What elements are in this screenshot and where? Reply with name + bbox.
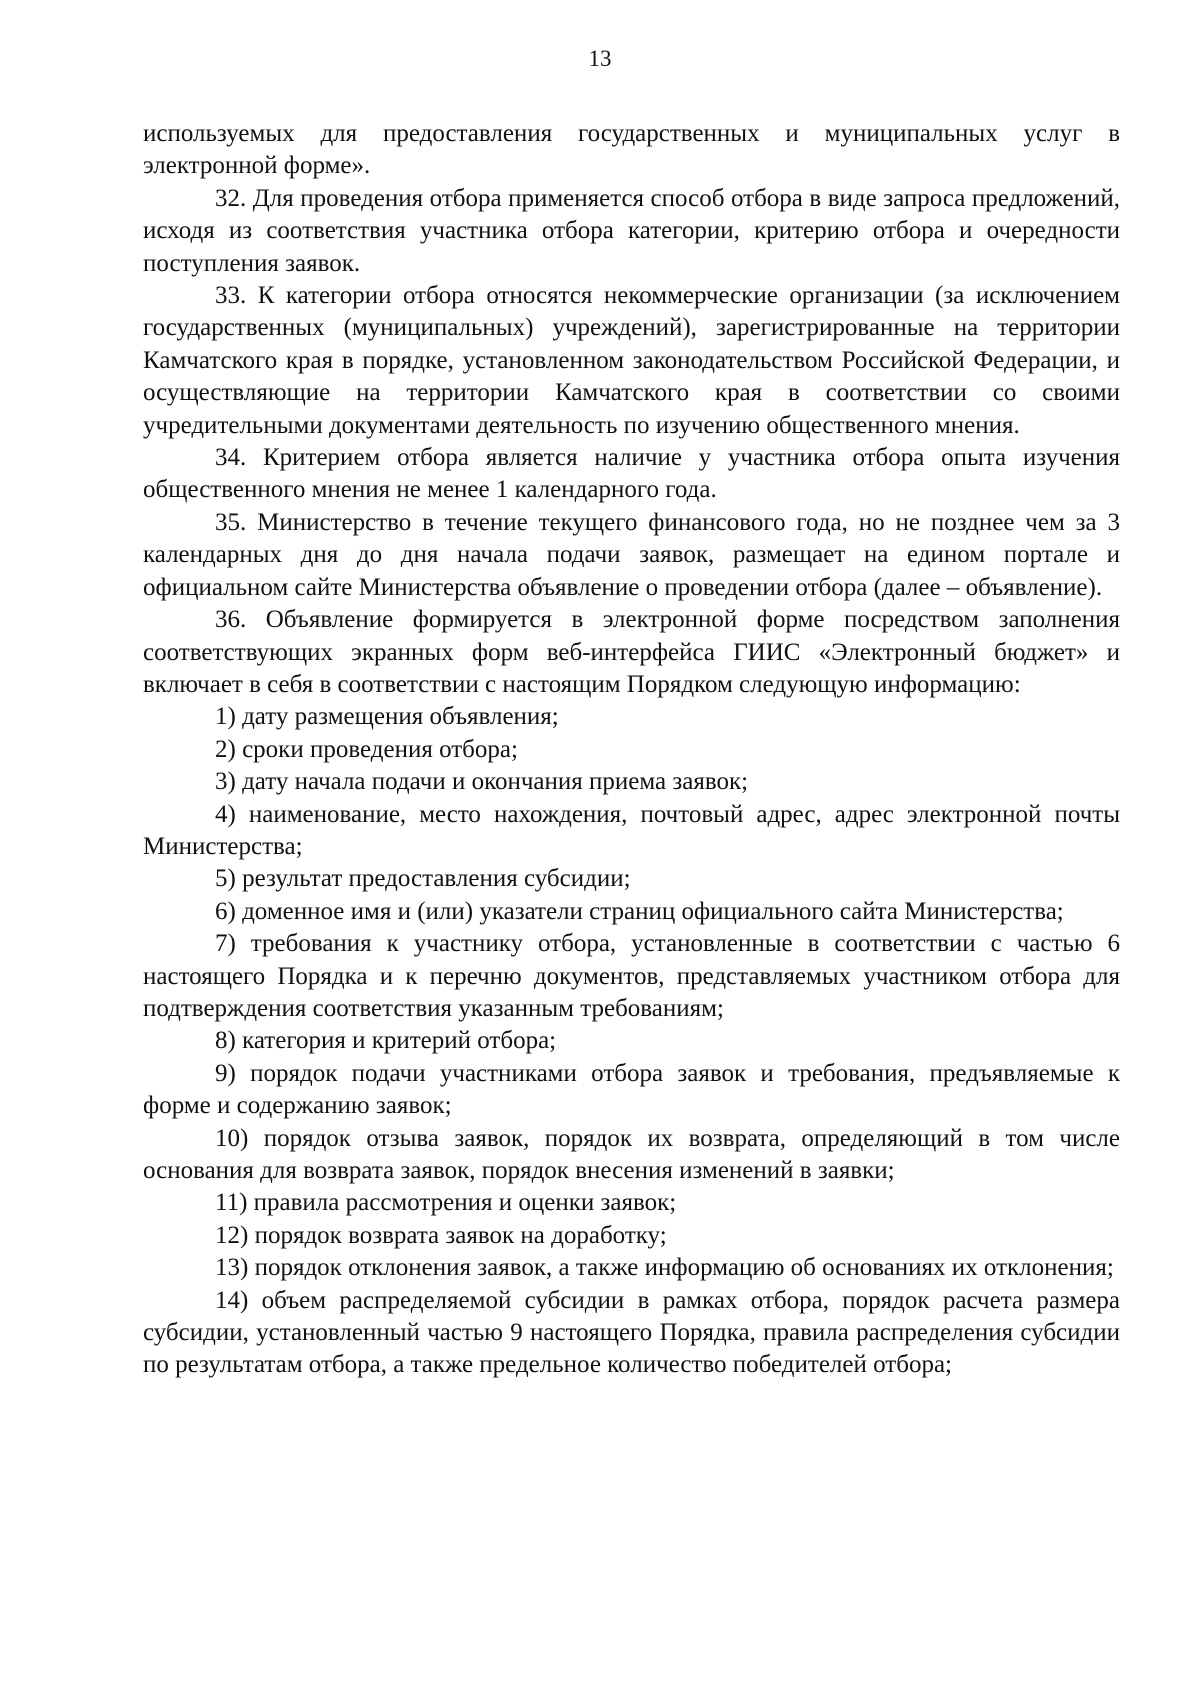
- paragraph-35: 35. Министерство в течение текущего финансового года, но не позднее чем за 3 календарных дня до дня начала подачи заявок, размещает на едином портале и официальном сайте Министерства объявление о проведении отбора (далее – объявление).: [143, 508, 1120, 601]
- list-item-13: 13) порядок отклонения заявок, а также информацию об основаниях их отклонения;: [215, 1254, 1114, 1282]
- list-item-12: 12) порядок возврата заявок на доработку;: [215, 1221, 667, 1249]
- list-item-9: 9) порядок подачи участниками отбора заявок и требования, предъявляемые к форме и содержанию заявок;: [143, 1059, 1120, 1120]
- list-item-1: 1) дату размещения объявления;: [215, 703, 559, 731]
- paragraph-32: 32. Для проведения отбора применяется способ отбора в виде запроса предложений, исходя из соответствия участника отбора категории, критерию отбора и очередности поступления заявок.: [143, 184, 1120, 277]
- paragraph-33: 33. К категории отбора относятся некоммерческие организации (за исключением государственных (муниципальных) учреждений), зарегистрированные на территории Камчатского края в порядке, установленном законодательством Российской Федерации, и осуществляющие на территории Камчатского края в соответствии со своими учредительными документами деятельность по изучению общественного мнения.: [143, 282, 1120, 439]
- list-item-4: 4) наименование, место нахождения, почтовый адрес, адрес электронной почты Министерства;: [143, 800, 1120, 860]
- paragraph-36: 36. Объявление формируется в электронной форме посредством заполнения соответствующих экранных форм веб-интерфейса ГИИС «Электронный бюджет» и включает в себя в соответствии с настоящим Порядком следующую информацию:: [143, 606, 1120, 698]
- list-item-11: 11) правила рассмотрения и оценки заявок;: [215, 1189, 677, 1217]
- list-item-5: 5) результат предоставления субсидии;: [215, 865, 631, 893]
- page-number: 13: [588, 46, 612, 71]
- list-item-3: 3) дату начала подачи и окончания приема заявок;: [215, 768, 749, 796]
- paragraph-continuation: используемых для предоставления государственных и муниципальных услуг в электронной форме».: [143, 120, 1120, 180]
- document-body: [143, 118, 1120, 1382]
- paragraph-34: 34. Критерием отбора является наличие у участника отбора опыта изучения общественного мнения не менее 1 календарного года.: [143, 444, 1120, 504]
- list-item-7: 7) требования к участнику отбора, установленные в соответствии с частью 6 настоящего Порядка и к перечню документов, представляемых участником отбора для подтверждения соответствия указанным требованиям;: [143, 930, 1120, 1022]
- list-item-6: 6) доменное имя и (или) указатели страниц официального сайта Министерства;: [215, 897, 1064, 925]
- list-item-2: 2) сроки проведения отбора;: [215, 735, 518, 763]
- list-item-14: 14) объем распределяемой субсидии в рамках отбора, порядок расчета размера субсидии, установленный частью 9 настоящего Порядка, правила распределения субсидии по результатам отбора, а также предельное количество победителей отбора;: [143, 1286, 1120, 1379]
- list-item-8: 8) категория и критерий отбора;: [215, 1027, 557, 1055]
- list-item-10: 10) порядок отзыва заявок, порядок их возврата, определяющий в том числе основания для возврата заявок, порядок внесения изменений в заявки;: [143, 1124, 1120, 1184]
